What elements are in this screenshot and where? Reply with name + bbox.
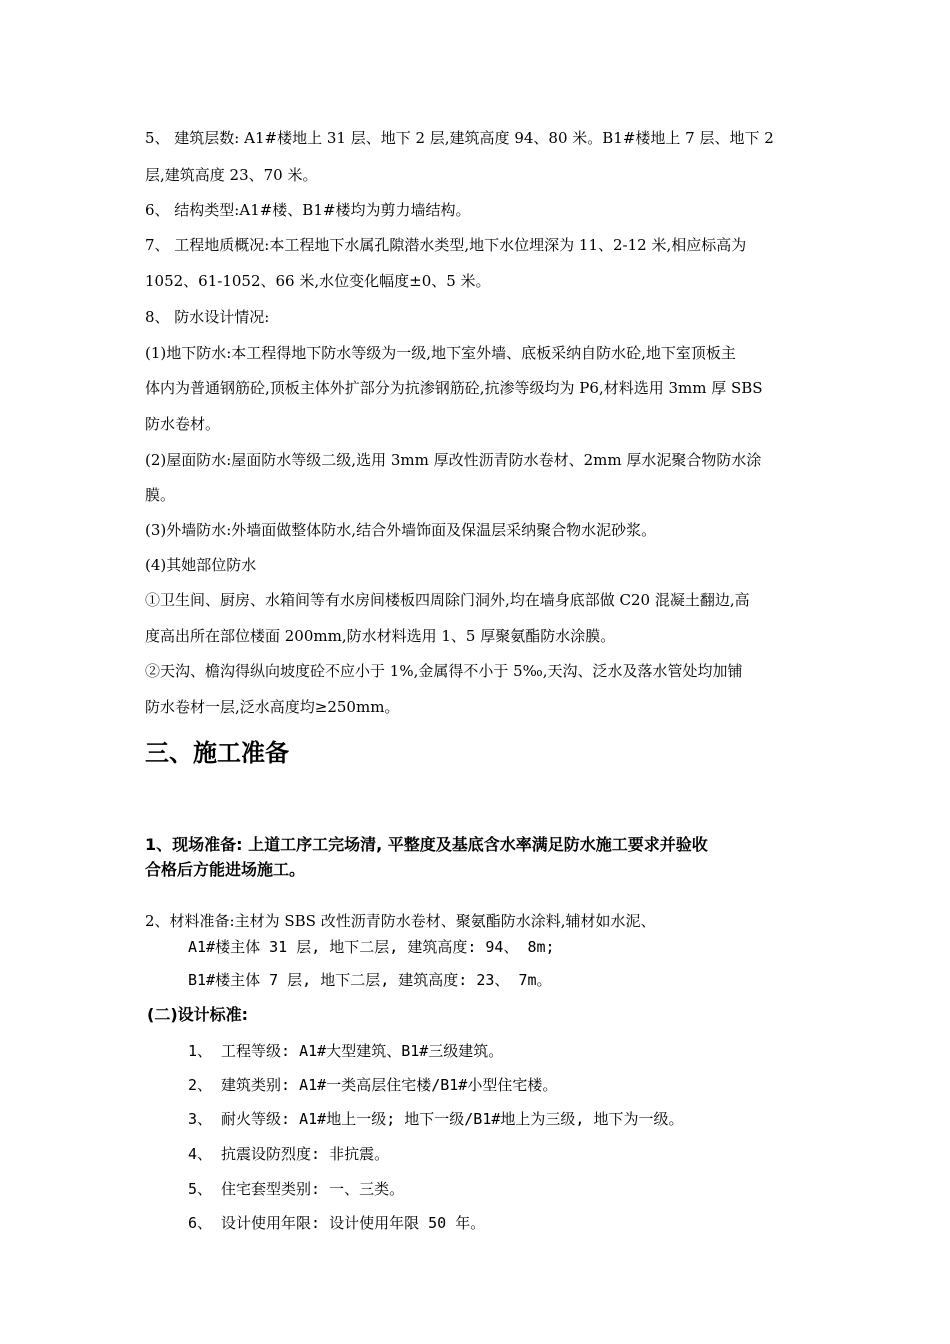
site-prep-line: 合格后方能进场施工。 [145,860,306,879]
paragraph-line: (4)其她部位防水 [145,556,257,574]
design-standard-item: 1、 工程等级: A1#大型建筑、B1#三级建筑。 [188,1042,504,1060]
paragraph-line: 6、 结构类型:A1#楼、B1#楼均为剪力墙结构。 [145,201,471,219]
paragraph-line: ②天沟、檐沟得纵向坡度砼不应小于 1%,金属得不小于 5‰,天沟、泛水及落水管处均加铺 [145,662,743,680]
paragraph-line: 膜。 [145,486,176,504]
building-line: B1#楼主体 7 层, 地下二层, 建筑高度: 23、 7m。 [188,971,552,989]
paragraph-line: 度高出所在部位楼面 200mm,防水材料选用 1、5 厚聚氨酯防水涂膜。 [145,627,616,645]
design-standard-title: (二)设计标准: [147,1005,249,1024]
paragraph-line: (3)外墙防水:外墙面做整体防水,结合外墙饰面及保温层采纳聚合物水泥砂浆。 [145,521,657,539]
paragraph-line: 层,建筑高度 23、70 米。 [145,166,318,184]
design-standard-item: 3、 耐火等级: A1#地上一级; 地下一级/B1#地上为三级, 地下为一级。 [188,1110,684,1128]
paragraph-line: (1)地下防水:本工程得地下防水等级为一级,地下室外墙、底板采纳自防水砼,地下室顶板主 [145,344,736,362]
paragraph-line: ①卫生间、厨房、水箱间等有水房间楼板四周除门洞外,均在墙身底部做 C20 混凝土翻边,高 [145,591,750,609]
paragraph-line: 防水卷材。 [145,415,221,433]
design-standard-item: 4、 抗震设防烈度: 非抗震。 [188,1145,390,1163]
design-standard-item: 2、 建筑类别: A1#一类高层住宅楼/B1#小型住宅楼。 [188,1076,558,1094]
material-prep-line: 2、材料准备:主材为 SBS 改性沥青防水卷材、聚氨酯防水涂料,辅材如水泥、 [145,912,656,930]
site-prep-line: 1、现场准备: 上道工序工完场清, 平整度及基底含水率满足防水施工要求并验收 [145,835,708,854]
design-standard-item: 5、 住宅套型类别: 一、三类。 [188,1180,405,1198]
building-line: A1#楼主体 31 层, 地下二层, 建筑高度: 94、 8m; [188,938,555,956]
paragraph-line: 7、 工程地质概况:本工程地下水属孔隙潜水类型,地下水位埋深为 11、2-12 米,相应标高为 [145,236,747,254]
paragraph-line: 体内为普通钢筋砼,顶板主体外扩部分为抗渗钢筋砼,抗渗等级均为 P6,材料选用 3mm 厚 SBS [145,379,763,397]
paragraph-line: (2)屋面防水:屋面防水等级二级,选用 3mm 厚改性沥青防水卷材、2mm 厚水泥聚合物防水涂 [145,451,762,469]
paragraph-line: 8、 防水设计情况: [145,308,270,326]
paragraph-line: 防水卷材一层,泛水高度均≥250mm。 [145,698,400,716]
section-heading: 三、施工准备 [145,739,289,767]
paragraph-line: 5、 建筑层数: A1#楼地上 31 层、地下 2 层,建筑高度 94、80 米。B1#楼地上 7 层、地下 2 [145,129,774,147]
paragraph-line: 1052、61-1052、66 米,水位变化幅度±0、5 米。 [145,272,491,290]
design-standard-item: 6、 设计使用年限: 设计使用年限 50 年。 [188,1214,486,1232]
